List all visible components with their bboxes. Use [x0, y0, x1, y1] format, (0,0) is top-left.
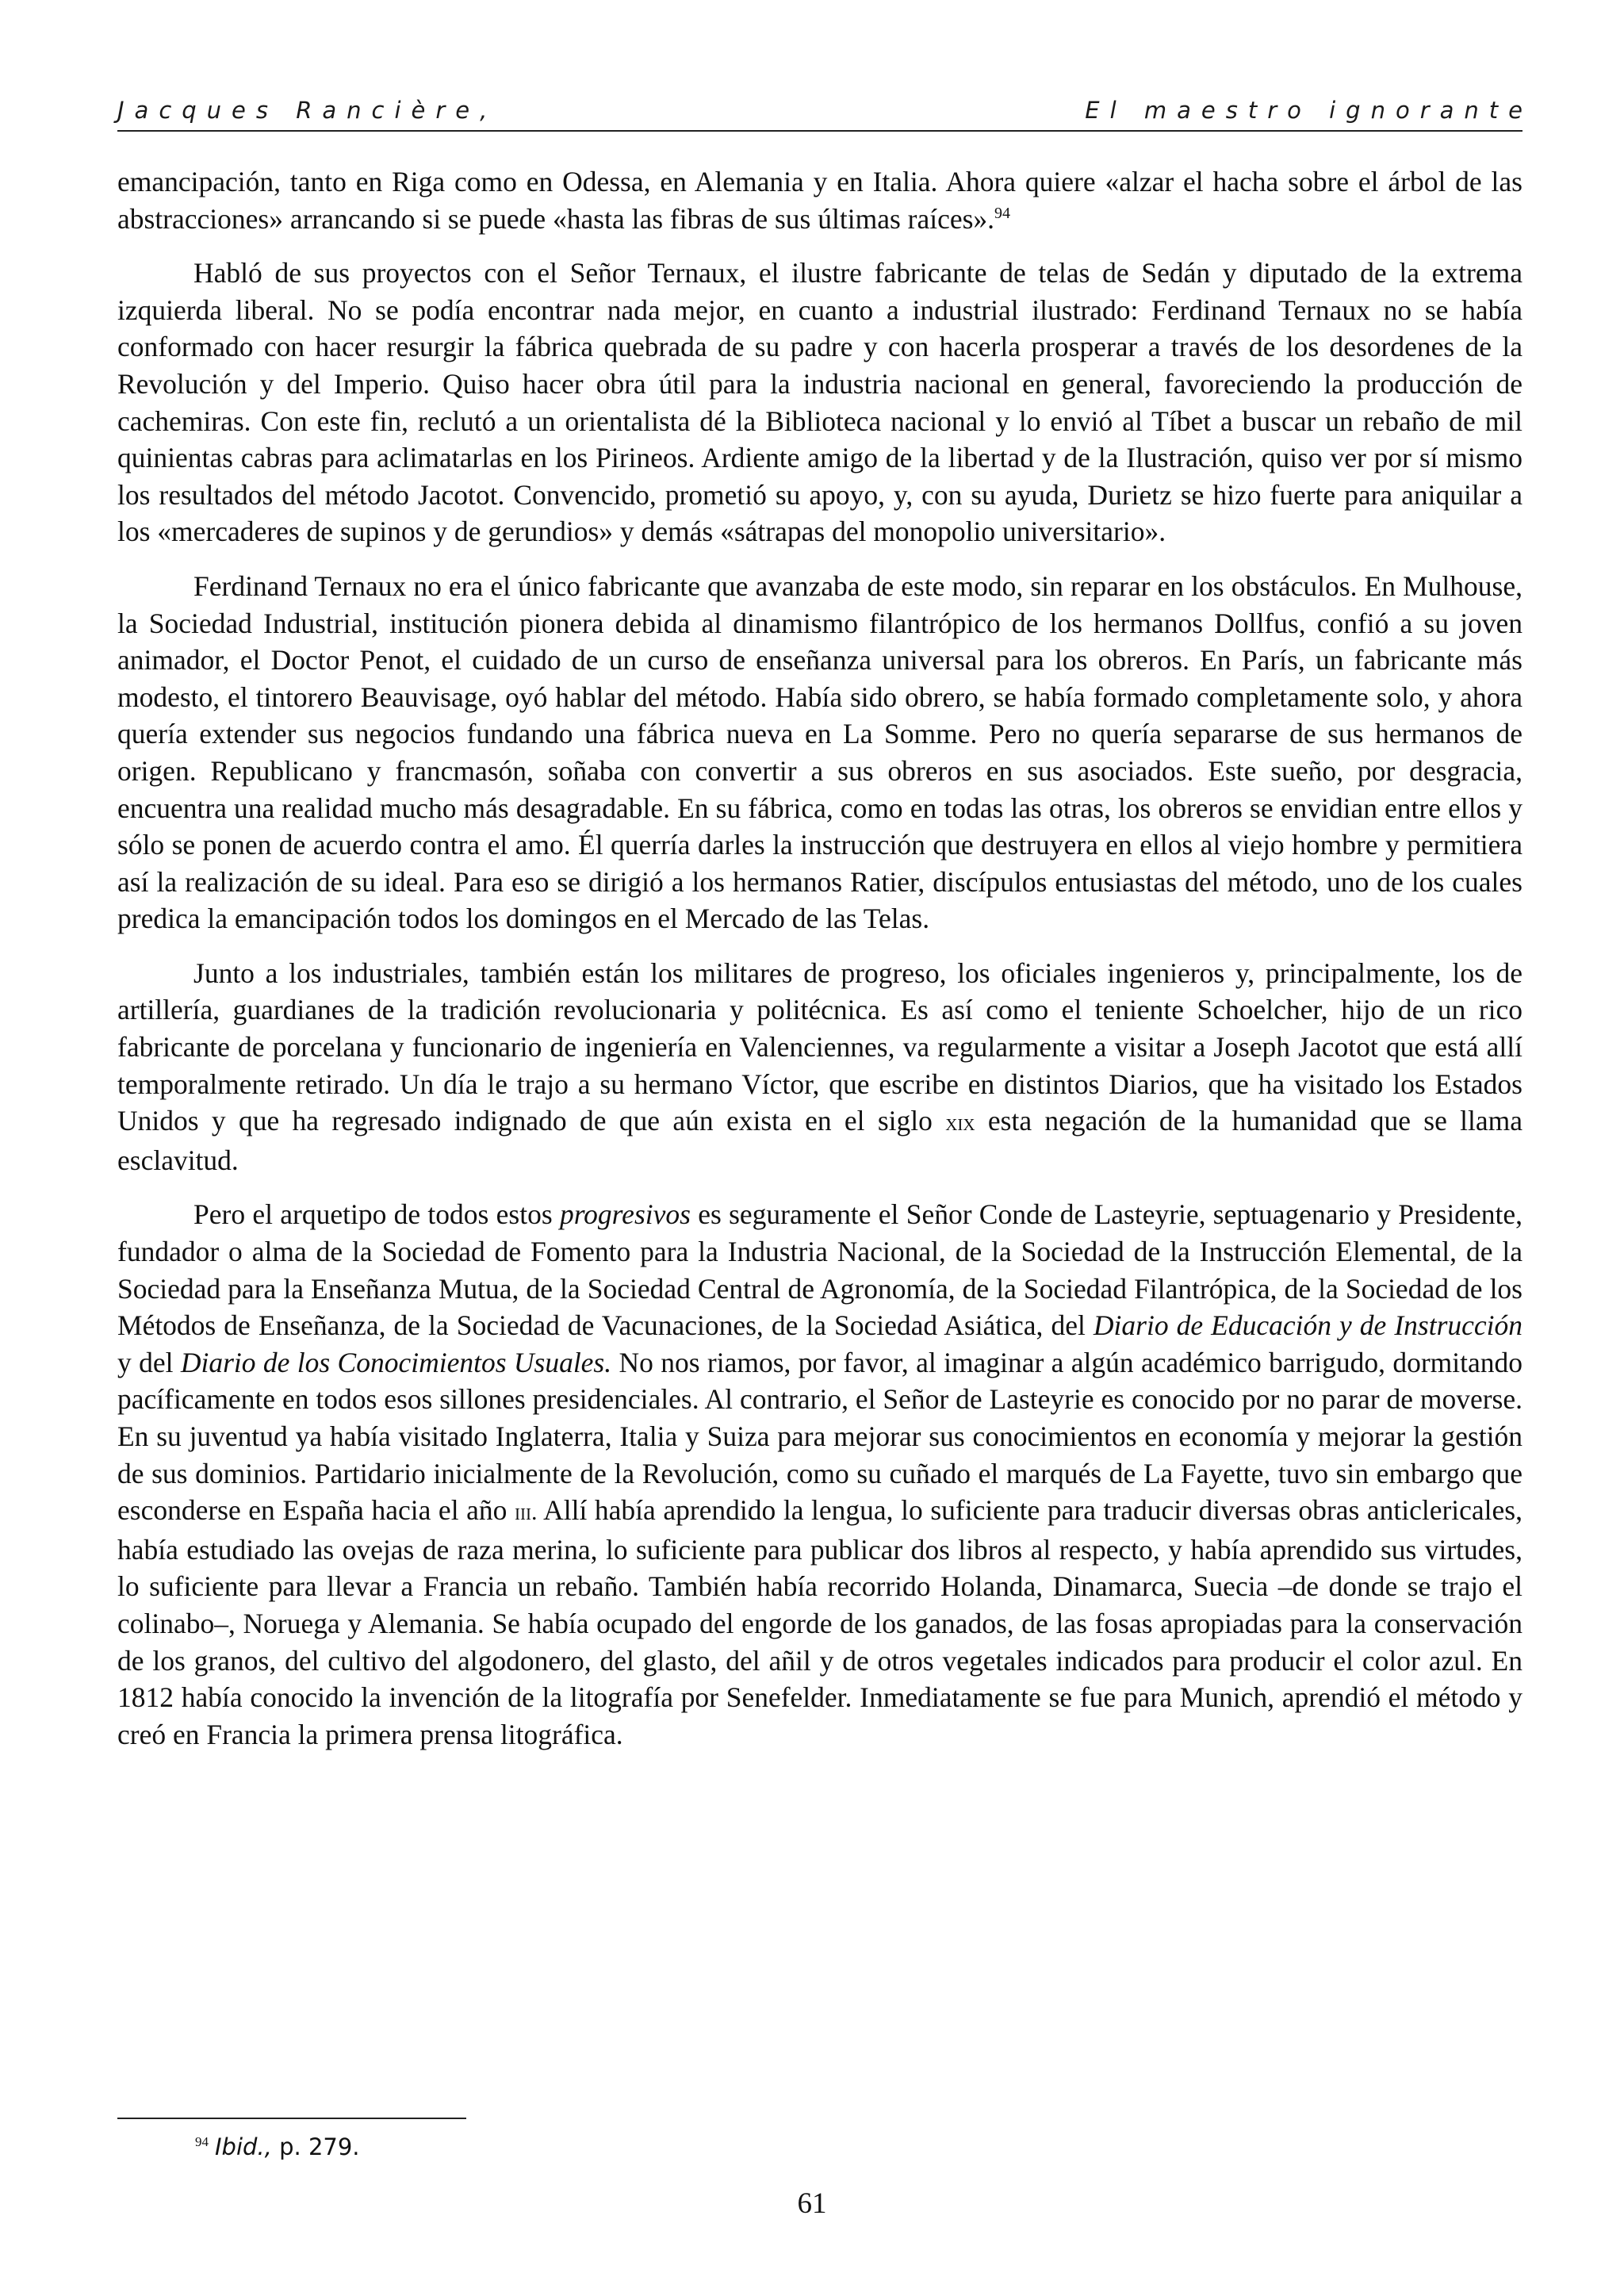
italic-diario-educacion: Diario de Educación y de Instrucción [1093, 1309, 1523, 1342]
paragraph-5-text-5: Allí había aprendido la lengua, lo suficiente para traducir diversas obras anticlericales, había estudiado las ovejas de raza merina, lo suficiente para publicar dos libros al respecto, y había aprendido sus virtudes, lo suficiente para llevar a Francia un rebaño. También había recorrido Holanda, Dinamarca, Suecia –de donde se trajo el colinabo–, Noruega y Alemania. Se había ocupado del engorde de los ganados, de las fosas apropiadas para la conservación de los granos, del cultivo del algodonero, del glasto, del añil y de otros vegetales indicados para producir el color azul. En 1812 había conocido la invención de la litografía por Senefelder. Inmediatamente se fue para Munich, aprendió el método y creó en Francia la primera prensa litográfica. [117, 1494, 1522, 1750]
paragraph-2: Habló de sus proyectos con el Señor Ternaux, el ilustre fabricante de telas de Sedán y diputado de la extrema izquierda liberal. No se podía encontrar nada mejor, en cuanto a industrial ilustrado: Ferdinand Ternaux no se había conformado con hacer resurgir la fábrica quebrada de su padre y con hacerla prosperar a través de los desordenes de la Revolución y del Imperio. Quiso hacer obra útil para la industria nacional en general, favoreciendo la producción de cachemiras. Con este fin, reclutó a un orientalista dé la Biblioteca nacional y lo envió al Tíbet a buscar un rebaño de mil quinientas cabras para aclimatarlas en los Pirineos. Ardiente amigo de la libertad y de la Ilustración, quiso ver por sí mismo los resultados del método Jacotot. Convencido, prometió su apoyo, y, con su ayuda, Durietz se hizo fuerte para aniquilar a los «mercaderes de supinos y de gerundios» y demás «sátrapas del monopolio universitario». [117, 257, 1522, 548]
footnote-source: Ibid., [215, 2133, 272, 2160]
revolutionary-year-numeral: iii. [514, 1499, 538, 1526]
paragraph-5-text-3: y del [117, 1346, 174, 1378]
paragraph-4-text-a: Junto a los industriales, también están los militares de progreso, los oficiales ingenieros y, principalmente, los de artillería, guardianes de la tradición revolucionaria y politécnica. Es así como el teniente Schoelcher, hijo de un rico fabricante de porcelana y funcionario de ingeniería en Valenciennes, va regularmente a visitar a Joseph Jacotot que está allí temporalmente retirado. Un día le trajo a su hermano Víctor, que escribe en distintos Diarios, que ha visitado los Estados Unidos y que ha regresado indignado de que aún exista en el siglo [117, 956, 1522, 1137]
header-author: Jacques Rancière, [117, 97, 498, 124]
italic-progresivos: progresivos [559, 1198, 691, 1231]
century-numeral: xix [945, 1110, 975, 1137]
paragraph-4 [117, 955, 1522, 1179]
paragraph-5-text-4: No nos riamos, por favor, al imaginar a algún académico barrigudo, dormitando pacíficamente en todos esos sillones presidenciales. Al contrario, el Señor de Lasteyrie es conocido por no parar de moverse. En su juventud ya había visitado Inglaterra, Italia y Suiza para mejorar sus conocimientos en economía y mejorar la gestión de sus dominios. Partidario inicialmente de la Revolución, como su cuñado el marqués de La Fayette, tuvo sin embargo que esconderse en España hacia el año [117, 1346, 1523, 1527]
paragraph-5-text-1: Pero el arquetipo de todos estos [193, 1198, 553, 1231]
header-book-title: El maestro ignorante [1085, 97, 1533, 124]
paragraph-5 [117, 1196, 1522, 1753]
footnote [195, 2133, 360, 2160]
paragraph-1 [117, 163, 1522, 237]
italic-diario-conocimientos: Diario de los Conocimientos Usuales. [180, 1346, 612, 1378]
paragraph-5-text-2: es seguramente el Señor Conde de Lasteyrie, septuagenario y Presidente, fundador o alma de la Sociedad de Fomento para la Industria Nacional, de la Sociedad de la Instrucción Elemental, de la Sociedad para la Enseñanza Mutua, de la Sociedad Central de Agronomía, de la Sociedad Filantrópica, de la Sociedad de los Métodos de Enseñanza, de la Sociedad de Vacunaciones, de la Sociedad Asiática, del [117, 1198, 1523, 1342]
body-text [117, 163, 1522, 1770]
paragraph-4-text-b: esta negación de la humanidad que se llama esclavitud. [117, 1105, 1523, 1176]
footnote-page: p. 279. [271, 2133, 360, 2160]
running-header [117, 95, 1533, 132]
paragraph-1-text: emancipación, tanto en Riga como en Odessa, en Alemania y en Italia. Ahora quiere «alzar el hacha sobre el árbol de las abstracciones» arrancando si se puede «hasta las fibras de sus últimas raíces». [117, 166, 1522, 235]
footnote-number: 94 [195, 2134, 209, 2150]
footnote-divider [117, 2118, 466, 2119]
page-number: 61 [797, 2187, 827, 2220]
paragraph-3: Ferdinand Ternaux no era el único fabricante que avanzaba de este modo, sin reparar en los obstáculos. En Mulhouse, la Sociedad Industrial, institución pionera debida al dinamismo filantrópico de los hermanos Dollfus, confió a su joven animador, el Doctor Penot, el cuidado de un curso de enseñanza universal para los obreros. En París, un fabricante más modesto, el tintorero Beauvisage, oyó hablar del método. Había sido obrero, se había formado completamente solo, y ahora quería extender sus negocios fundando una fábrica nueva en La Somme. Pero no quería separarse de sus hermanos de origen. Republicano y francmasón, soñaba con convertir a sus obreros en sus asociados. Este sueño, por desgracia, encuentra una realidad mucho más desagradable. En su fábrica, como en todas las otras, los obreros se envidian entre ellos y sólo se ponen de acuerdo contra el amo. Él querría darles la instrucción que destruyera en ellos al viejo hombre y permitiera así la realización de su ideal. Para eso se dirigió a los hermanos Ratier, discípulos entusiastas del método, uno de los cuales predica la emancipación todos los domingos en el Mercado de las Telas. [117, 569, 1522, 935]
footnote-reference[interactable]: 94 [994, 204, 1011, 222]
